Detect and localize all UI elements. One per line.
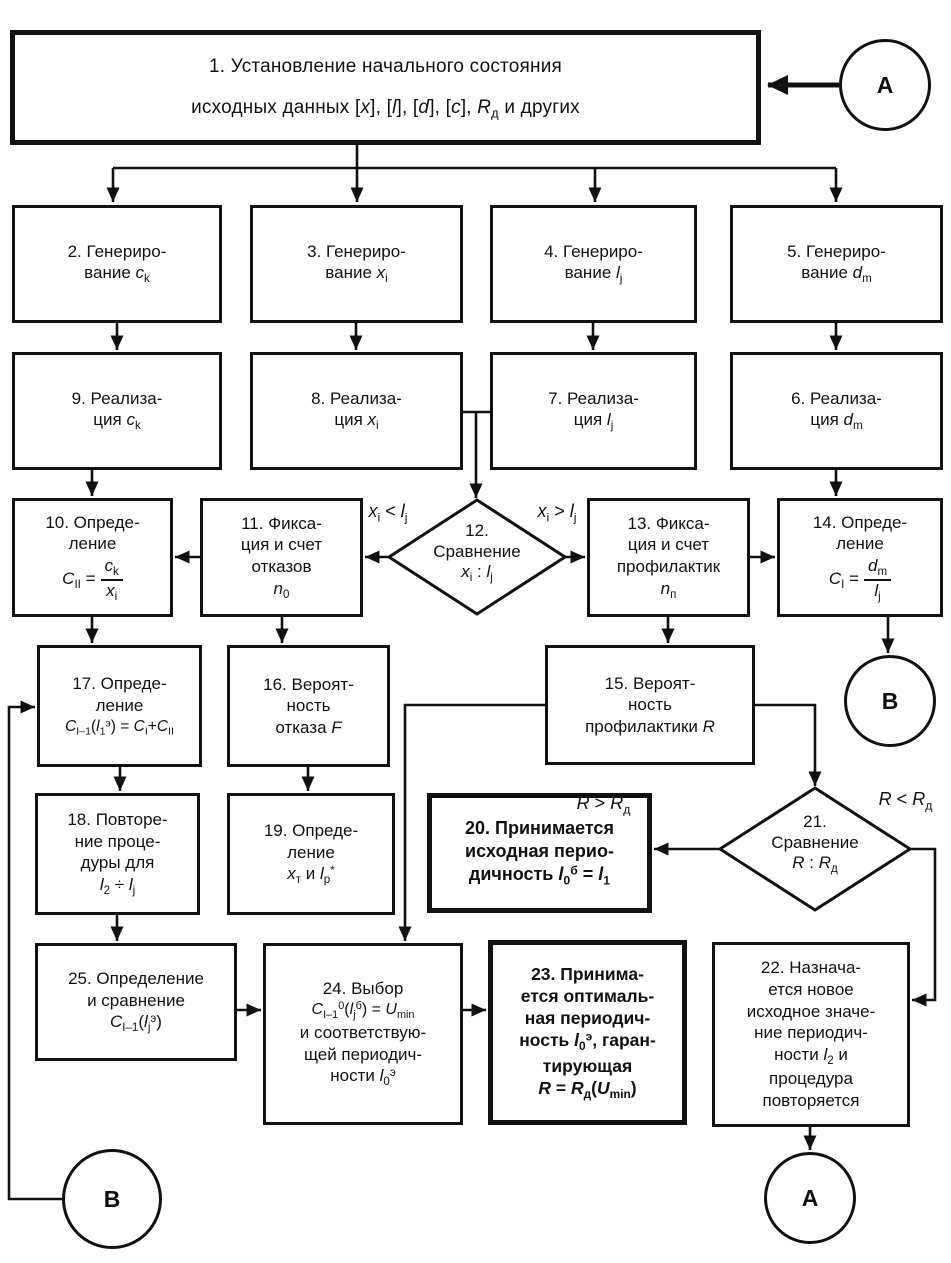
- text-line: ция $x_i$: [334, 410, 379, 433]
- text-line: 8. Реализа-: [311, 388, 402, 408]
- text-line: исходная перио-: [465, 841, 614, 862]
- text-line: ция $c_k$: [93, 410, 141, 433]
- text-line: 11. Фикса-: [241, 513, 322, 533]
- numerator: $c_k$: [101, 557, 123, 581]
- text-line: исходных данных [x], [l], [d], [c], $R_д$ и других: [191, 96, 580, 121]
- text-line: ние проце-: [74, 831, 161, 851]
- condition-label-r-gt-rd: $R > R_д$: [576, 793, 631, 817]
- text-line: ление: [836, 534, 884, 554]
- text-line: 6. Реализа-: [791, 388, 882, 408]
- node-10-compute-cii: [12, 498, 173, 617]
- connector-circle-a-top: [839, 39, 931, 131]
- edge-15-to-21: [755, 705, 815, 786]
- text-line: тирующая: [542, 1055, 633, 1076]
- text-line: 17. Опреде-: [72, 674, 167, 694]
- connector-circle-b-right: [844, 655, 936, 747]
- text-line: отказа F: [275, 717, 342, 737]
- text-line: $x_т$ и $l_р^*$: [287, 864, 335, 887]
- connector-letter: А: [801, 1184, 819, 1211]
- text-line: 7. Реализа-: [548, 388, 639, 408]
- text-line: 4. Генериро-: [544, 241, 643, 261]
- node-22-assign-new-period: [712, 942, 910, 1127]
- node-14-compute-ci: [777, 498, 943, 617]
- text-line: и сравнение: [87, 990, 185, 1010]
- condition-label-r-lt-rd: $R < R_д$: [878, 789, 933, 813]
- connector-letter: А: [876, 71, 894, 98]
- node-4-generate-lj: [490, 205, 697, 323]
- formula-lhs: $C_{II}$ =: [62, 568, 96, 591]
- text-line: 24. Выбор: [322, 978, 404, 998]
- text-line: Сравнение: [771, 832, 859, 852]
- edge-21-to-22: [910, 849, 935, 1000]
- text-line: 14. Опреде-: [812, 512, 908, 532]
- text-line: $n_0$: [273, 578, 290, 601]
- edge-1-bus: [113, 145, 836, 168]
- text-line: 3. Генериро-: [307, 241, 406, 261]
- node-1-initial-state: [10, 30, 761, 145]
- text-line: исходное значе-: [746, 1001, 876, 1021]
- formula: [829, 557, 891, 603]
- node-13-count-preventions: [587, 498, 750, 617]
- text-line: ция и счет: [240, 535, 323, 555]
- text-line: ция $d_m$: [810, 410, 863, 433]
- text-line: 9. Реализа-: [71, 388, 163, 408]
- text-line: отказов: [251, 556, 312, 576]
- text-line: ность $l_0^э$, гаран-: [519, 1030, 656, 1054]
- text-line: ция $l_j$: [573, 410, 614, 433]
- text-line: повторяется: [762, 1091, 860, 1110]
- text-line: Сравнение: [433, 541, 521, 561]
- connector-circle-a-bottom: [764, 1152, 856, 1244]
- decision-12-compare-xi-lj: [402, 521, 552, 586]
- text-line: дуры для: [80, 853, 155, 873]
- text-line: $n_п$: [660, 578, 677, 601]
- text-line: ление: [68, 534, 117, 554]
- text-line: 18. Повторе-: [67, 810, 168, 830]
- fraction: [101, 557, 123, 603]
- text-line: $x_i$ : $l_j$: [461, 562, 493, 585]
- text-line: $R = R_д(U_{min})$: [538, 1077, 637, 1102]
- connector-letter: В: [103, 1185, 121, 1212]
- node-15-prevention-probability: [545, 645, 755, 765]
- text-line: вание $x_i$: [325, 263, 388, 286]
- node-9-realize-ck: [12, 352, 222, 470]
- text-line: 2. Генериро-: [67, 241, 167, 261]
- node-11-count-failures: [200, 498, 363, 617]
- text-line: 23. Принима-: [531, 963, 644, 984]
- text-line: ция и счет: [627, 535, 710, 555]
- text-line: вание $c_k$: [84, 263, 150, 286]
- numerator: $d_m$: [864, 557, 891, 581]
- text-line: ности $l_2$ и: [774, 1044, 848, 1067]
- node-8-realize-xi: [250, 352, 463, 470]
- text-line: ние периодич-: [754, 1023, 868, 1043]
- text-line: $C_{I-1}(l_1^э) = C_I+C_{II}$: [65, 716, 174, 738]
- text-line: ление: [95, 695, 144, 715]
- text-line: 5. Генериро-: [787, 241, 886, 261]
- text-line: профилактик: [616, 556, 721, 576]
- text-line: 20. Принимается: [465, 818, 614, 839]
- node-7-realize-lj: [490, 352, 697, 470]
- text-line: вание $d_m$: [801, 263, 872, 286]
- condition-label-xi-gt-lj: $x_i > l_j$: [537, 501, 577, 525]
- text-line: 13. Фикса-: [627, 513, 710, 533]
- text-line: 21.: [803, 812, 827, 831]
- node-6-realize-dm: [730, 352, 943, 470]
- text-line: ление: [287, 842, 335, 862]
- node-16-failure-probability: [227, 645, 390, 767]
- text-line: 22. Назнача-: [760, 958, 862, 978]
- text-line: $C_{I-1}(l_j^э)$: [110, 1012, 162, 1035]
- node-18-repeat-procedure: [35, 793, 200, 915]
- text-line: дичность $l_0^б = l_1$: [468, 863, 611, 888]
- text-line: ность: [628, 695, 672, 715]
- text-line: ется новое: [768, 979, 854, 999]
- text-line: ности $l_0^э$: [330, 1066, 396, 1089]
- node-3-generate-xi: [250, 205, 463, 323]
- condition-label-xi-lt-lj: $x_i < l_j$: [368, 501, 408, 525]
- text-line: 16. Вероят-: [263, 674, 354, 694]
- text-line: 25. Определение: [68, 969, 204, 989]
- formula: [62, 557, 123, 603]
- node-25-compare-costs: [35, 943, 237, 1061]
- text-line: процедура: [769, 1069, 853, 1089]
- text-line: щей периодич-: [303, 1044, 423, 1064]
- node-17-compute-total-cost: [37, 645, 202, 767]
- text-line: 1. Установление начального состояния: [208, 55, 563, 77]
- text-line: 19. Опреде-: [263, 821, 359, 841]
- node-5-generate-dm: [730, 205, 943, 323]
- text-line: $l_2 \div l_j$: [99, 875, 136, 898]
- text-line: R : $R_д$: [792, 853, 838, 876]
- text-line: 12.: [465, 521, 489, 540]
- node-2-generate-ck: [12, 205, 222, 323]
- connector-circle-b-bottom-left: [62, 1149, 162, 1249]
- text-line: вание $l_j$: [564, 263, 623, 286]
- denominator: $x_i$: [106, 581, 118, 604]
- text-line: 10. Опреде-: [45, 512, 140, 532]
- node-23-accept-optimal-period: [488, 940, 687, 1125]
- decision-21-compare-r-rd: [740, 812, 890, 877]
- text-line: ная периодич-: [524, 1008, 651, 1029]
- text-line: ность: [286, 696, 331, 716]
- text-line: и соответствую-: [299, 1023, 427, 1043]
- node-19-compute-xt-lp: [227, 793, 395, 915]
- denominator: $l_j$: [874, 581, 881, 604]
- text-line: 15. Вероят-: [604, 673, 696, 693]
- connector-letter: В: [881, 687, 899, 714]
- text-line: ется оптималь-: [520, 986, 655, 1007]
- text-line: профилактики R: [585, 716, 715, 736]
- formula-lhs: $C_I$ =: [828, 568, 860, 591]
- fraction: [864, 557, 891, 603]
- text-line: $C_{I-1}^0(l_j^б) = U_{min}$: [311, 999, 415, 1021]
- node-24-select-umin: [263, 943, 463, 1125]
